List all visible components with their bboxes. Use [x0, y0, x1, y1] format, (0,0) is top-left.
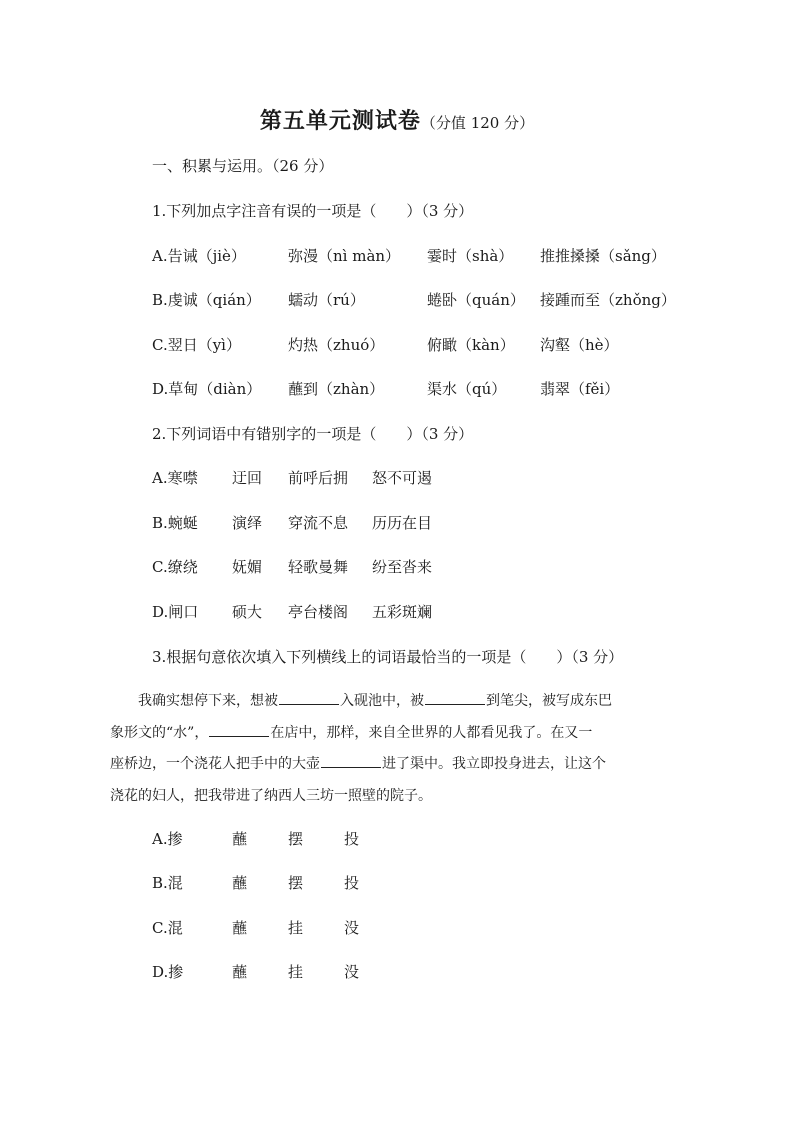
passage-text: 入砚池中，被	[340, 693, 424, 709]
fill-blank	[279, 690, 339, 705]
fill-blank	[321, 753, 381, 768]
q2-d-2: 硕大	[232, 603, 263, 621]
section-heading: 一、积累与运用。（26 分）	[152, 157, 334, 175]
q1-c-1: C.翌日（yì）	[152, 336, 241, 354]
q1-a-1: A.告诫（jiè）	[152, 247, 246, 265]
q3-passage	[110, 686, 690, 812]
q1-stem: 1.下列加点字注音有误的一项是（ ）（3 分）	[152, 202, 474, 220]
q2-b-3: 穿流不息	[288, 514, 349, 532]
q1-a-3: 霎时（shà）	[427, 247, 514, 265]
q1-d-4: 翡翠（fěi）	[540, 380, 620, 398]
q2-stem: 2.下列词语中有错别字的一项是（ ）（3 分）	[152, 425, 474, 443]
q1-d-1: D.草甸（diàn）	[152, 380, 262, 398]
fill-blank	[425, 690, 485, 705]
q3-d-4: 没	[344, 963, 360, 981]
passage-line-3	[110, 749, 690, 781]
q3-a-3: 摆	[288, 830, 304, 848]
q3-a-1: A.掺	[152, 830, 183, 848]
passage-text: 进了渠中。我立即投身进去，让这个	[382, 756, 606, 772]
q3-b-1: B.混	[152, 874, 183, 892]
q1-b-1: B.虔诚（qián）	[152, 291, 261, 309]
q3-d-1: D.掺	[152, 963, 184, 981]
q1-c-3: 俯瞰（kàn）	[427, 336, 515, 354]
title-score: （分值 120 分）	[420, 114, 535, 132]
q1-b-2: 蠕动（rú）	[288, 291, 365, 309]
q3-c-2: 蘸	[232, 919, 248, 937]
q2-b-2: 演绎	[232, 514, 263, 532]
q3-a-4: 投	[344, 830, 360, 848]
fill-blank	[209, 722, 269, 737]
passage-text: 象形文的“水”，	[110, 724, 209, 741]
q1-b-3: 蜷卧（quán）	[427, 291, 525, 309]
passage-text: 浇花的妇人，把我带进了纳西人三坊一照壁的院子。	[110, 787, 432, 804]
passage-text: 座桥边，一个浇花人把手中的大壶	[110, 756, 320, 772]
q3-c-1: C.混	[152, 919, 183, 937]
q2-b-1: B.蜿蜒	[152, 514, 198, 532]
title-main: 第五单元测试卷	[259, 108, 421, 134]
q1-c-2: 灼热（zhuó）	[288, 336, 385, 354]
q3-b-4: 投	[344, 874, 360, 892]
q2-d-3: 亭台楼阁	[288, 603, 349, 621]
passage-line-1	[110, 686, 690, 718]
q3-d-3: 挂	[288, 963, 304, 981]
passage-line-2	[110, 718, 690, 750]
q1-d-3: 渠水（qú）	[427, 380, 507, 398]
q3-c-4: 没	[344, 919, 360, 937]
q3-b-3: 摆	[288, 874, 304, 892]
q2-a-2: 迂回	[232, 469, 263, 487]
q2-c-1: C.缭绕	[152, 558, 198, 576]
q3-b-2: 蘸	[232, 874, 248, 892]
q2-a-3: 前呼后拥	[288, 469, 349, 487]
q2-b-4: 历历在目	[372, 514, 433, 532]
passage-text: 到笔尖，被写成东巴	[486, 693, 612, 709]
q2-c-4: 纷至沓来	[372, 558, 433, 576]
passage-line-4	[110, 781, 690, 813]
q1-a-2: 弥漫（nì màn）	[288, 247, 401, 265]
q3-stem: 3.根据句意依次填入下列横线上的词语最恰当的一项是（ ）（3 分）	[152, 648, 624, 666]
page-title	[0, 104, 794, 135]
q3-a-2: 蘸	[232, 830, 248, 848]
q2-d-1: D.闸口	[152, 603, 199, 621]
q1-d-2: 蘸到（zhàn）	[288, 380, 385, 398]
q2-d-4: 五彩斑斓	[372, 603, 433, 621]
q3-c-3: 挂	[288, 919, 304, 937]
passage-text: 在店中，那样，来自全世界的人都看见我了。在又一	[270, 724, 593, 741]
q3-d-2: 蘸	[232, 963, 248, 981]
q2-a-4: 怒不可遏	[372, 469, 433, 487]
q2-c-2: 妩媚	[232, 558, 263, 576]
q1-a-4: 推推搡搡（sǎng）	[540, 247, 666, 265]
q2-a-1: A.寒噤	[152, 469, 198, 487]
q1-b-4: 接踵而至（zhǒng）	[540, 291, 676, 309]
passage-text: 我确实想停下来，想被	[138, 693, 278, 709]
q1-c-4: 沟壑（hè）	[540, 336, 619, 354]
q2-c-3: 轻歌曼舞	[288, 558, 349, 576]
